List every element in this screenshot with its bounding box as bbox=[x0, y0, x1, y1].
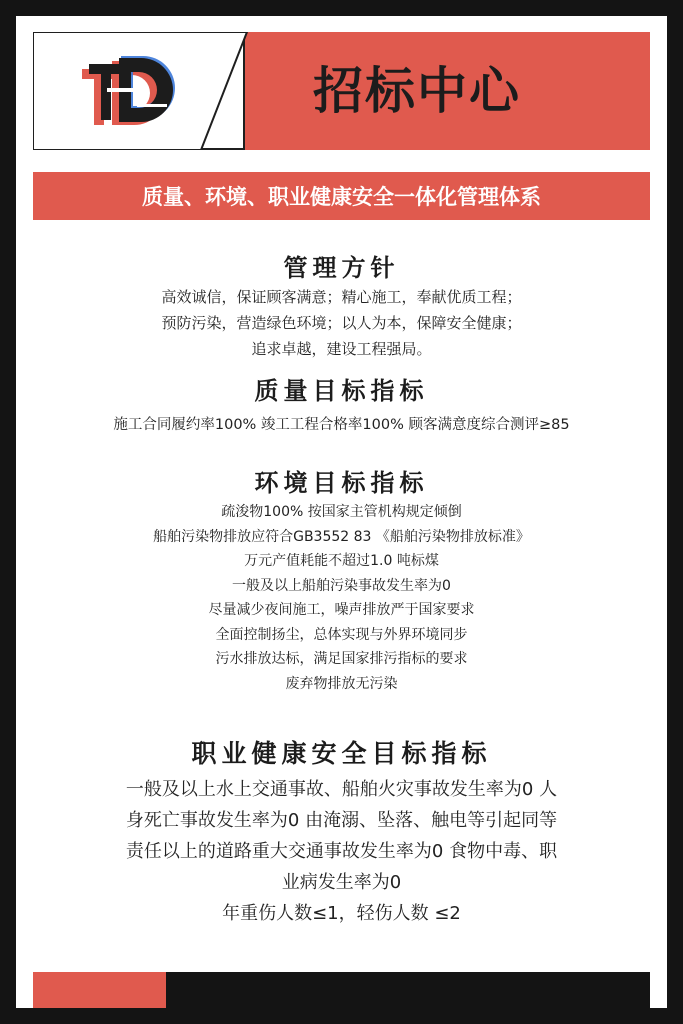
environment-line: 尽量减少夜间施工，噪声排放严于国家要求 bbox=[208, 602, 475, 618]
td-logo-icon bbox=[77, 52, 189, 130]
section-title-health-safety: 职业健康安全目标指标 bbox=[191, 739, 492, 768]
health-safety-lines bbox=[16, 774, 667, 929]
poster bbox=[16, 16, 667, 1008]
environment-lines bbox=[16, 500, 667, 696]
environment-line: 船舶污染物排放应符合GB3552 83 《船舶污染物排放标准》 bbox=[153, 528, 530, 545]
health-safety-line: 身死亡事故发生率为0 由淹溺、坠落、触电等引起同等 bbox=[125, 810, 558, 831]
health-safety-line: 一般及以上水上交通事故、船舶火灾事故发生率为0 人 bbox=[125, 779, 558, 800]
policy-line: 预防污染，营造绿色环境；以人为本，保障安全健康； bbox=[161, 314, 522, 332]
header-title: 招标中心 bbox=[313, 62, 521, 120]
header-banner bbox=[33, 32, 650, 150]
policy-line: 追求卓越，建设工程强局。 bbox=[251, 340, 432, 358]
environment-line: 疏浚物100% 按国家主管机构规定倾倒 bbox=[221, 504, 462, 520]
health-safety-line: 业病发生率为0 bbox=[281, 872, 402, 893]
environment-line: 一般及以上船舶污染事故发生率为0 bbox=[232, 577, 451, 594]
quality-line: 施工合同履约率100% 竣工工程合格率100% 顾客满意度综合测评≥85 bbox=[113, 417, 570, 433]
policy-line: 高效诚信，保证顾客满意；精心施工，奉献优质工程； bbox=[161, 288, 522, 306]
section-title-policy: 管理方针 bbox=[283, 253, 400, 282]
policy-lines bbox=[16, 284, 667, 362]
section-title-environment: 环境目标指标 bbox=[254, 468, 429, 497]
footer-dark-band bbox=[166, 972, 650, 1008]
environment-line: 万元产值耗能不超过1.0 吨标煤 bbox=[244, 553, 439, 569]
health-safety-line: 责任以上的道路重大交通事故发生率为0 食物中毒、职 bbox=[125, 841, 558, 862]
environment-line: 废弃物排放无污染 bbox=[285, 675, 398, 692]
environment-line: 污水排放达标，满足国家排污指标的要求 bbox=[215, 651, 468, 667]
health-safety-line: 年重伤人数≤1，轻伤人数 ≤2 bbox=[222, 903, 461, 924]
environment-line: 全面控制扬尘，总体实现与外界环境同步 bbox=[215, 626, 468, 643]
subtitle-text: 质量、环境、职业健康安全一体化管理体系 bbox=[142, 184, 541, 209]
subtitle-bar bbox=[33, 172, 650, 220]
quality-lines bbox=[16, 412, 667, 438]
section-title-quality: 质量目标指标 bbox=[254, 376, 429, 405]
